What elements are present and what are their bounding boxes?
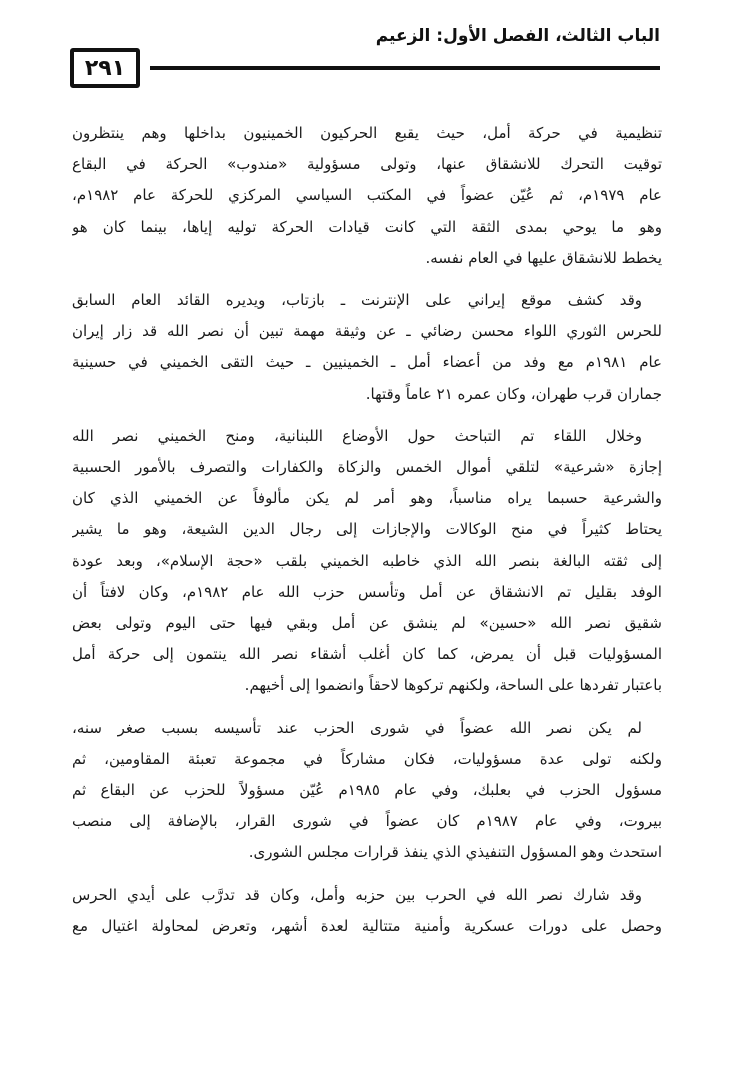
page-number: ٢٩١ [70,48,140,88]
text-line: توقيت التحرك للانشقاق عنها، وتولى مسؤولية «مندوب» الحركة في البقاع [72,155,662,174]
text-line: استحدث وهو المسؤول التنفيذي الذي ينفذ قرارات مجلس الشورى. [248,843,662,862]
text-line: وحصل على دورات عسكرية وأمنية متتالية لعدة أشهر، وتعرض لمحاولة اغتيال مع [72,916,662,935]
text-line: إجازة «شرعية» لتلقي أموال الخمس والزكاة والكفارات والتصرف بالأمور الحسبية [72,458,662,477]
paragraph-5 [72,880,662,942]
text-line: وقد شارك نصر الله في الحرب بين حزبه وأمل، وكان قد تدرَّب على أيدي الحرس [72,885,642,904]
text-line: ولكنه تولى عدة مسؤوليات، فكان مشاركاً في مجموعة تعبئة المقاومين، ثم [72,749,662,768]
text-line: وقد كشف موقع إيراني على الإنترنت ـ بازتاب، ويديره القائد العام السابق [72,291,642,310]
text-line: شقيق نصر الله «حسين» لم ينشق عن أمل وبقي فيها حتى اليوم وتولى بعض [72,614,662,633]
paragraph-1 [72,118,662,274]
running-header: الباب الثالث، الفصل الأول: الزعيم [375,26,660,46]
text-line: للحرس الثوري اللواء محسن رضائي ـ عن وثيقة مهمة تبين أن نصر الله قد زار إيران [72,322,662,341]
text-line: إلى ثقته البالغة بنصر الله الذي خاطبه الخميني بلقب «حجة الإسلام»، وبعد عودة [72,551,662,570]
text-line: وهو ما يوحي بمدى الثقة التي كانت قيادات الحركة توليه إياها، بينما كان هو [72,217,662,236]
text-line: يخطط للانشقاق عليها في العام نفسه. [425,248,662,267]
header-rule [150,66,660,70]
text-line: مسؤول الحزب في بعلبك، وفي عام ١٩٨٥م عُيّن مسؤولاً للحزب عن البقاع ثم [72,781,662,800]
paragraph-2 [72,285,662,410]
text-line: تنظيمية في حركة أمل، حيث يقبع الحركيون الخمينيون بداخلها وهم ينتظرون [72,124,662,142]
paragraph-3 [72,421,662,702]
text-line: يحتاط كثيراً في منح الوكالات والإجازات إلى رجال الدين الشيعة، وهو ما يشير [72,520,662,539]
text-line: الوفد بقليل تم الانشقاق عن أمل وتأسس حزب الله عام ١٩٨٢م، وكان لافتاً أن [72,582,662,601]
text-line: عام ١٩٧٩م، ثم عُيّن عضواً في المكتب السياسي المركزي للحركة عام ١٩٨٢م، [72,186,662,205]
body-text [72,118,662,953]
text-line: باعتبار تفردها على الساحة، ولكنهم تركوها لاحقاً وانضموا إلى أخيهم. [244,676,662,695]
text-line: وخلال اللقاء تم التباحث حول الأوضاع اللبنانية، ومنح الخميني نصر الله [72,426,642,445]
text-line: جماران قرب طهران، وكان عمره ٢١ عاماً وقتها. [365,384,662,403]
text-line: بيروت، وفي عام ١٩٨٧م كان عضواً في شورى القرار، بالإضافة إلى منصب [72,812,662,831]
paragraph-4 [72,713,662,869]
text-line: لم يكن نصر الله عضواً في شورى الحزب عند تأسيسه بسبب صغر سنه، [72,718,642,737]
text-line: المسؤوليات قبل أن يمرض، كما كان أغلب أشقاء نصر الله ينتمون إلى حركة أمل [72,645,662,664]
text-line: والشرعية حسبما يراه مناسباً، وهو أمر لم يكن مألوفاً عن الخميني الذي كان [72,489,662,508]
text-line: عام ١٩٨١م مع وفد من أعضاء أمل ـ الخمينيين ـ حيث التقى الخميني في حسينية [72,353,662,372]
